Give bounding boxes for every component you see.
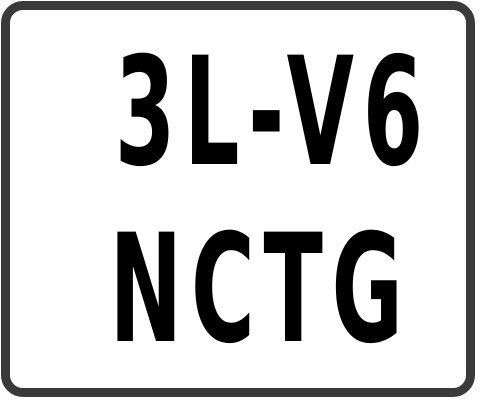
plate-line-1 bbox=[0, 26, 480, 200]
plate-line-2-text: NCTG bbox=[109, 203, 412, 377]
plate-line-2 bbox=[0, 203, 480, 377]
plate-line-1-text: 3L-V6 bbox=[114, 26, 432, 200]
